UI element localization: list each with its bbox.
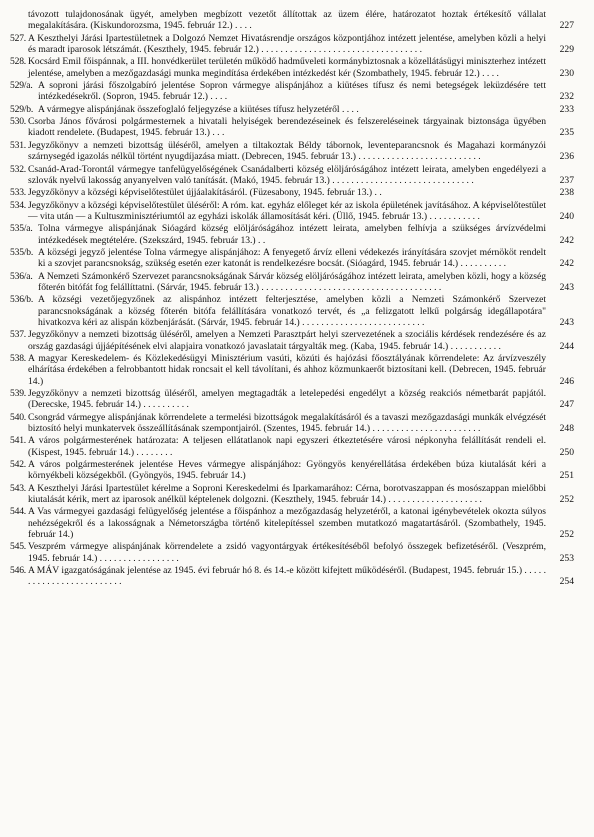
entry-text: Kocsárd Emil főispánnak, a III. honvédkerület területén működő hadműveleti kormánybiztosnak a közellátásügyi miniszterhez intézett jelentése, amelyben a mezőgazdasági munka megindítása érdekében intézkedést kér (Szombathely, 1945. február 12.) . . . .	[28, 56, 546, 79]
entry-number: 527.	[10, 32, 26, 44]
index-entry	[10, 200, 574, 223]
entry-page-number: 233	[559, 103, 574, 115]
entry-page-number: 248	[559, 422, 574, 434]
entry-text: Jegyzőkönyv a nemzeti bizottság üléséről, amelyen a tiltakoztak Béldy tábornok, leventeparancsnok és Magahazi kormányzói szárnysegéd igazolás nélkül történt nyugdíjazása miatt. (Debrecen, 1945. február 13.) . . . . . . . . . . . . . . . . . . . . . . . . . .	[28, 139, 546, 163]
entry-page-number: 244	[559, 340, 574, 352]
entry-page-number: 243	[559, 281, 574, 293]
entry-text: Tolna vármegye alispánjának Sióagárd község elöljáróságához intézett leirata, amelyben felhívja a szükséges árvízvédelmi intézkedések megtételére. (Szekszárd, 1945. február 13.) . .	[38, 223, 546, 246]
index-entry	[10, 329, 574, 352]
entry-number: 539.	[10, 388, 26, 399]
index-entry	[10, 187, 574, 198]
entry-text: A Vas vármegyei gazdasági felügyelőség jelentése a főispánhoz a mezőgazdaság helyzetéről, a katonai igénybevételek okozta súlyos nehézségekről és a lakosságnak a Németországba történő kitelepítéssel szemben mutatkozó magatartásáról. (Szombathely, 1945. február 14.)	[28, 506, 546, 541]
entry-text: Jegyzőkönyv a községi képviselőtestület üléséről: A róm. kat. egyház előleget kér az iskola épületének javításához. A képviselőtestület — vita után — a Kultuszminisztériumtól az egyházi iskolák államosítását kéri. (Üllő, 1945. február 13.) . . . . . . . . . . .	[28, 199, 546, 222]
entry-page-number: 250	[559, 446, 574, 458]
entry-page-number: 252	[559, 529, 574, 541]
entry-text: A vármegye alispánjának összefoglaló feljegyzése a kiütéses tífusz helyzetéről . . . .	[38, 103, 359, 115]
entry-text: Jegyzőkönyv a nemzeti bizottság üléséről, amelyen a Nemzeti Parasztpárt helyi szervezetének a szociális kérdések rendezésére és az ország gazdasági újjáépítésének elvi alapjaira vonatkozó javaslatait tárgyalták meg. (Kaba, 1945. február 14.) . . . . . . . . . . .	[28, 329, 546, 352]
index-entry	[10, 412, 574, 435]
index-entry	[10, 459, 574, 482]
entry-number: 541.	[10, 435, 26, 447]
index-entry	[10, 140, 574, 163]
entry-number: 533.	[10, 187, 26, 199]
entry-text: Jegyzőkönyv a nemzeti bizottság üléséről, amelyen megtagadták a letelepedési engedélyt a község reakciós németbarát papjától. (Derecske, 1945. február 14.) . . . . . . . . . .	[28, 388, 546, 411]
entry-text: A Nemzeti Számonkérő Szervezet parancsnokságának Sárvár község elöljáróságához intézett leirata, amelyben közli, hogy a község főterén bitófát fog felállíttatni. (Sárvár, 1945. február 13.) . . . . . . . . . . . . . . . . . . . . . . . . . . . . . . . . . . . . . .	[38, 270, 546, 293]
entry-number: 528.	[10, 56, 26, 68]
index-entry	[10, 80, 574, 103]
entry-number: 530.	[10, 116, 26, 128]
index-entry	[10, 541, 574, 564]
index-entry	[10, 9, 574, 32]
entry-page-number: 235	[559, 127, 574, 139]
entry-number: 546.	[10, 565, 26, 577]
index-entry	[10, 33, 574, 56]
index-entry	[10, 506, 574, 540]
entry-page-number: 227	[559, 20, 574, 32]
entry-number: 529/a.	[10, 80, 33, 92]
entry-page-number: 230	[559, 67, 574, 79]
entry-text: Jegyzőkönyv a községi képviselőtestület újjáalakításáról. (Füzesabony, 1945. február 13.) . .	[28, 187, 382, 199]
entry-text: A MÁV igazgatóságának jelentése az 1945. évi február hó 8. és 14.-e között kifejtett működéséről. (Budapest, 1945. február 15.) . . . . . . . . . . . . . . . . . . . . . . . . .	[28, 565, 547, 588]
entry-number: 534.	[10, 199, 26, 211]
index-entry	[10, 116, 574, 139]
index-entry	[10, 247, 574, 270]
index-entry	[10, 565, 574, 588]
entry-text: Csongrád vármegye alispánjának körrendelete a termelési bizottságok megalakításáról és a tavaszi mezőgazdasági munkák elvégzését biztosító helyi munkatervek összeállításának szempontjairól. (Szentes, 1945. február 14.) . . . . . . . . . . . . . . . . . . . . . . .	[28, 411, 546, 434]
entry-number: 543.	[10, 482, 26, 494]
entry-number: 535/a.	[10, 223, 33, 235]
entry-page-number: 246	[559, 375, 574, 387]
entry-text: A községi vezetőjegyzőnek az alispánhoz intézett felterjesztése, amelyben közli a Nemzeti Számonkérő Szervezet parancsnokságának a község főterén bitófa felállítására vonatkozó tervét, és „a felizgatott lelkű polgárság idegállapotára" hivatkozva kéri az alispán közbenjárását. (Sárvár, 1945. február 14.) . . . . . . . . . . . . . . . . . . . . . . . . . .	[38, 294, 546, 328]
entry-text: A Keszthelyi Járási Ipartestületnek a Dolgozó Nemzet Hivatásrendje országos központjához intézett jelentése, amelyben közli a helyi és maradt iparosok létszámát. (Keszthely, 1945. február 12.) . . . . . . . . . . . . . . . . . . . . . . . . . . . . . . . . . .	[28, 32, 546, 55]
entry-text: Csorba János fővárosi polgármesternek a hivatali helyiségek berendezéseinek és felszereléseinek tárgyainak biztonsága ügyében kiadott rendelete. (Budapest, 1945. február 13.) . . .	[28, 116, 546, 139]
entry-number: 536/b.	[10, 294, 34, 306]
index-entry	[10, 294, 574, 328]
entry-page-number: 254	[559, 576, 574, 588]
entry-text: távozott tulajdonosának ügyét, amelyben megbízott vezetőt állítottak az üzem élére, határozatot hoztak értékesítő vállalat megalakítására. (Kiskundorozsma, 1945. február 12.) . . . .	[28, 9, 546, 32]
index-entry	[10, 435, 574, 458]
entry-number: 540.	[10, 411, 26, 423]
entry-text: A Keszthelyi Járási Ipartestület kérelme a Soproni Kereskedelmi és Iparkamarához: Cérna, borotvaszappan és mosószappan mielőbbi kiutalását kérik, mert az iparosok anélkül képtelenek dolgozni. (Keszthely, 1945. február 14.) . . . . . . . . . . . . . . . . . . . .	[28, 482, 546, 506]
entry-text: A községi jegyző jelentése Tolna vármegye alispánjához: A fenyegető árvíz elleni védekezés irányítására szovjet mérnököt rendelt ki a szovjet parancsnokság, szükség esetén ezer katonát is rendelkezésre bocsát. (Sióagárd, 1945. február 14.) . . . . . . . . . .	[38, 246, 546, 270]
entry-number: 532.	[10, 163, 26, 175]
entry-text: A város polgármesterének határozata: A teljesen ellátatlanok napi egyszeri étkeztetésére városi népkonyha felállítását rendeli el. (Kispest, 1945. február 14.) . . . . . . . .	[28, 435, 546, 458]
index-entry	[10, 223, 574, 246]
entry-page-number: 242	[559, 234, 574, 246]
index-entry	[10, 164, 574, 187]
index-entry	[10, 388, 574, 411]
entry-page-number: 236	[559, 151, 574, 163]
entry-page-number: 232	[559, 91, 574, 103]
entry-number: 537.	[10, 329, 26, 341]
entry-number: 536/a.	[10, 270, 33, 282]
entry-text: A magyar Kereskedelem- és Közlekedésügyi Minisztérium vasúti, közúti és hajózási főosztályának körrendelete: Az árvízveszély elhárítása érdekében a felrobbantott hidak roncsait el kell távolítani, és ahhoz közmunkaerőt biztosítani kell. (Debrecen, 1945. február 14.)	[28, 353, 546, 387]
index-entry	[10, 271, 574, 294]
entry-page-number: 251	[559, 470, 574, 482]
entry-page-number: 238	[559, 187, 574, 199]
entry-text: Csanád-Arad-Torontál vármegye tanfelügyelőségének Csanádalberti község elöljáróságához intézett leirata, amelyben engedélyezi a szlovák nyelvű lakosság anyanyelven való tanítását. (Makó, 1945. február 13.) . . . . . . . . . . . . . . . . . . . . . . . . . . . . . .	[28, 163, 546, 186]
entry-number: 535/b.	[10, 246, 34, 258]
entry-page-number: 229	[559, 43, 574, 55]
entry-number: 542.	[10, 459, 26, 471]
entry-number: 544.	[10, 506, 26, 518]
entry-number: 545.	[10, 541, 26, 553]
index-entry	[10, 104, 574, 115]
entry-list	[10, 9, 574, 588]
entry-number: 538.	[10, 353, 26, 365]
entry-page-number: 242	[559, 258, 574, 270]
index-entry	[10, 483, 574, 506]
entry-page-number: 253	[559, 552, 574, 564]
entry-number: 531.	[10, 139, 26, 151]
entry-page-number: 237	[559, 174, 574, 186]
entry-text: Veszprém vármegye alispánjának körrendelete a zsidó vagyontárgyak értékesítéséből befolyó összegek befizetéséről. (Veszprém, 1945. február 14.) . . . . . . . . . . . . . . . . .	[28, 541, 546, 564]
entry-text: A soproni járási főszolgabíró jelentése Sopron vármegye alispánjához a kiütéses tífusz és nemi betegségek leküzdésére tett intézkedésekről. (Sopron, 1945. február 12.) . . . .	[38, 80, 546, 103]
entry-page-number: 240	[559, 210, 574, 222]
entry-page-number: 243	[559, 316, 574, 328]
entry-page-number: 252	[559, 494, 574, 506]
entry-page-number: 247	[559, 399, 574, 411]
index-entry	[10, 353, 574, 387]
entry-text: A város polgármesterének jelentése Heves vármegye alispánjához: Gyöngyös kenyérellátása érdekében búza kiutalását kéri a környékbeli községekből. (Gyöngyös, 1945. február 14.)	[28, 459, 546, 482]
index-entry	[10, 56, 574, 79]
entry-number: 529/b.	[10, 103, 34, 115]
